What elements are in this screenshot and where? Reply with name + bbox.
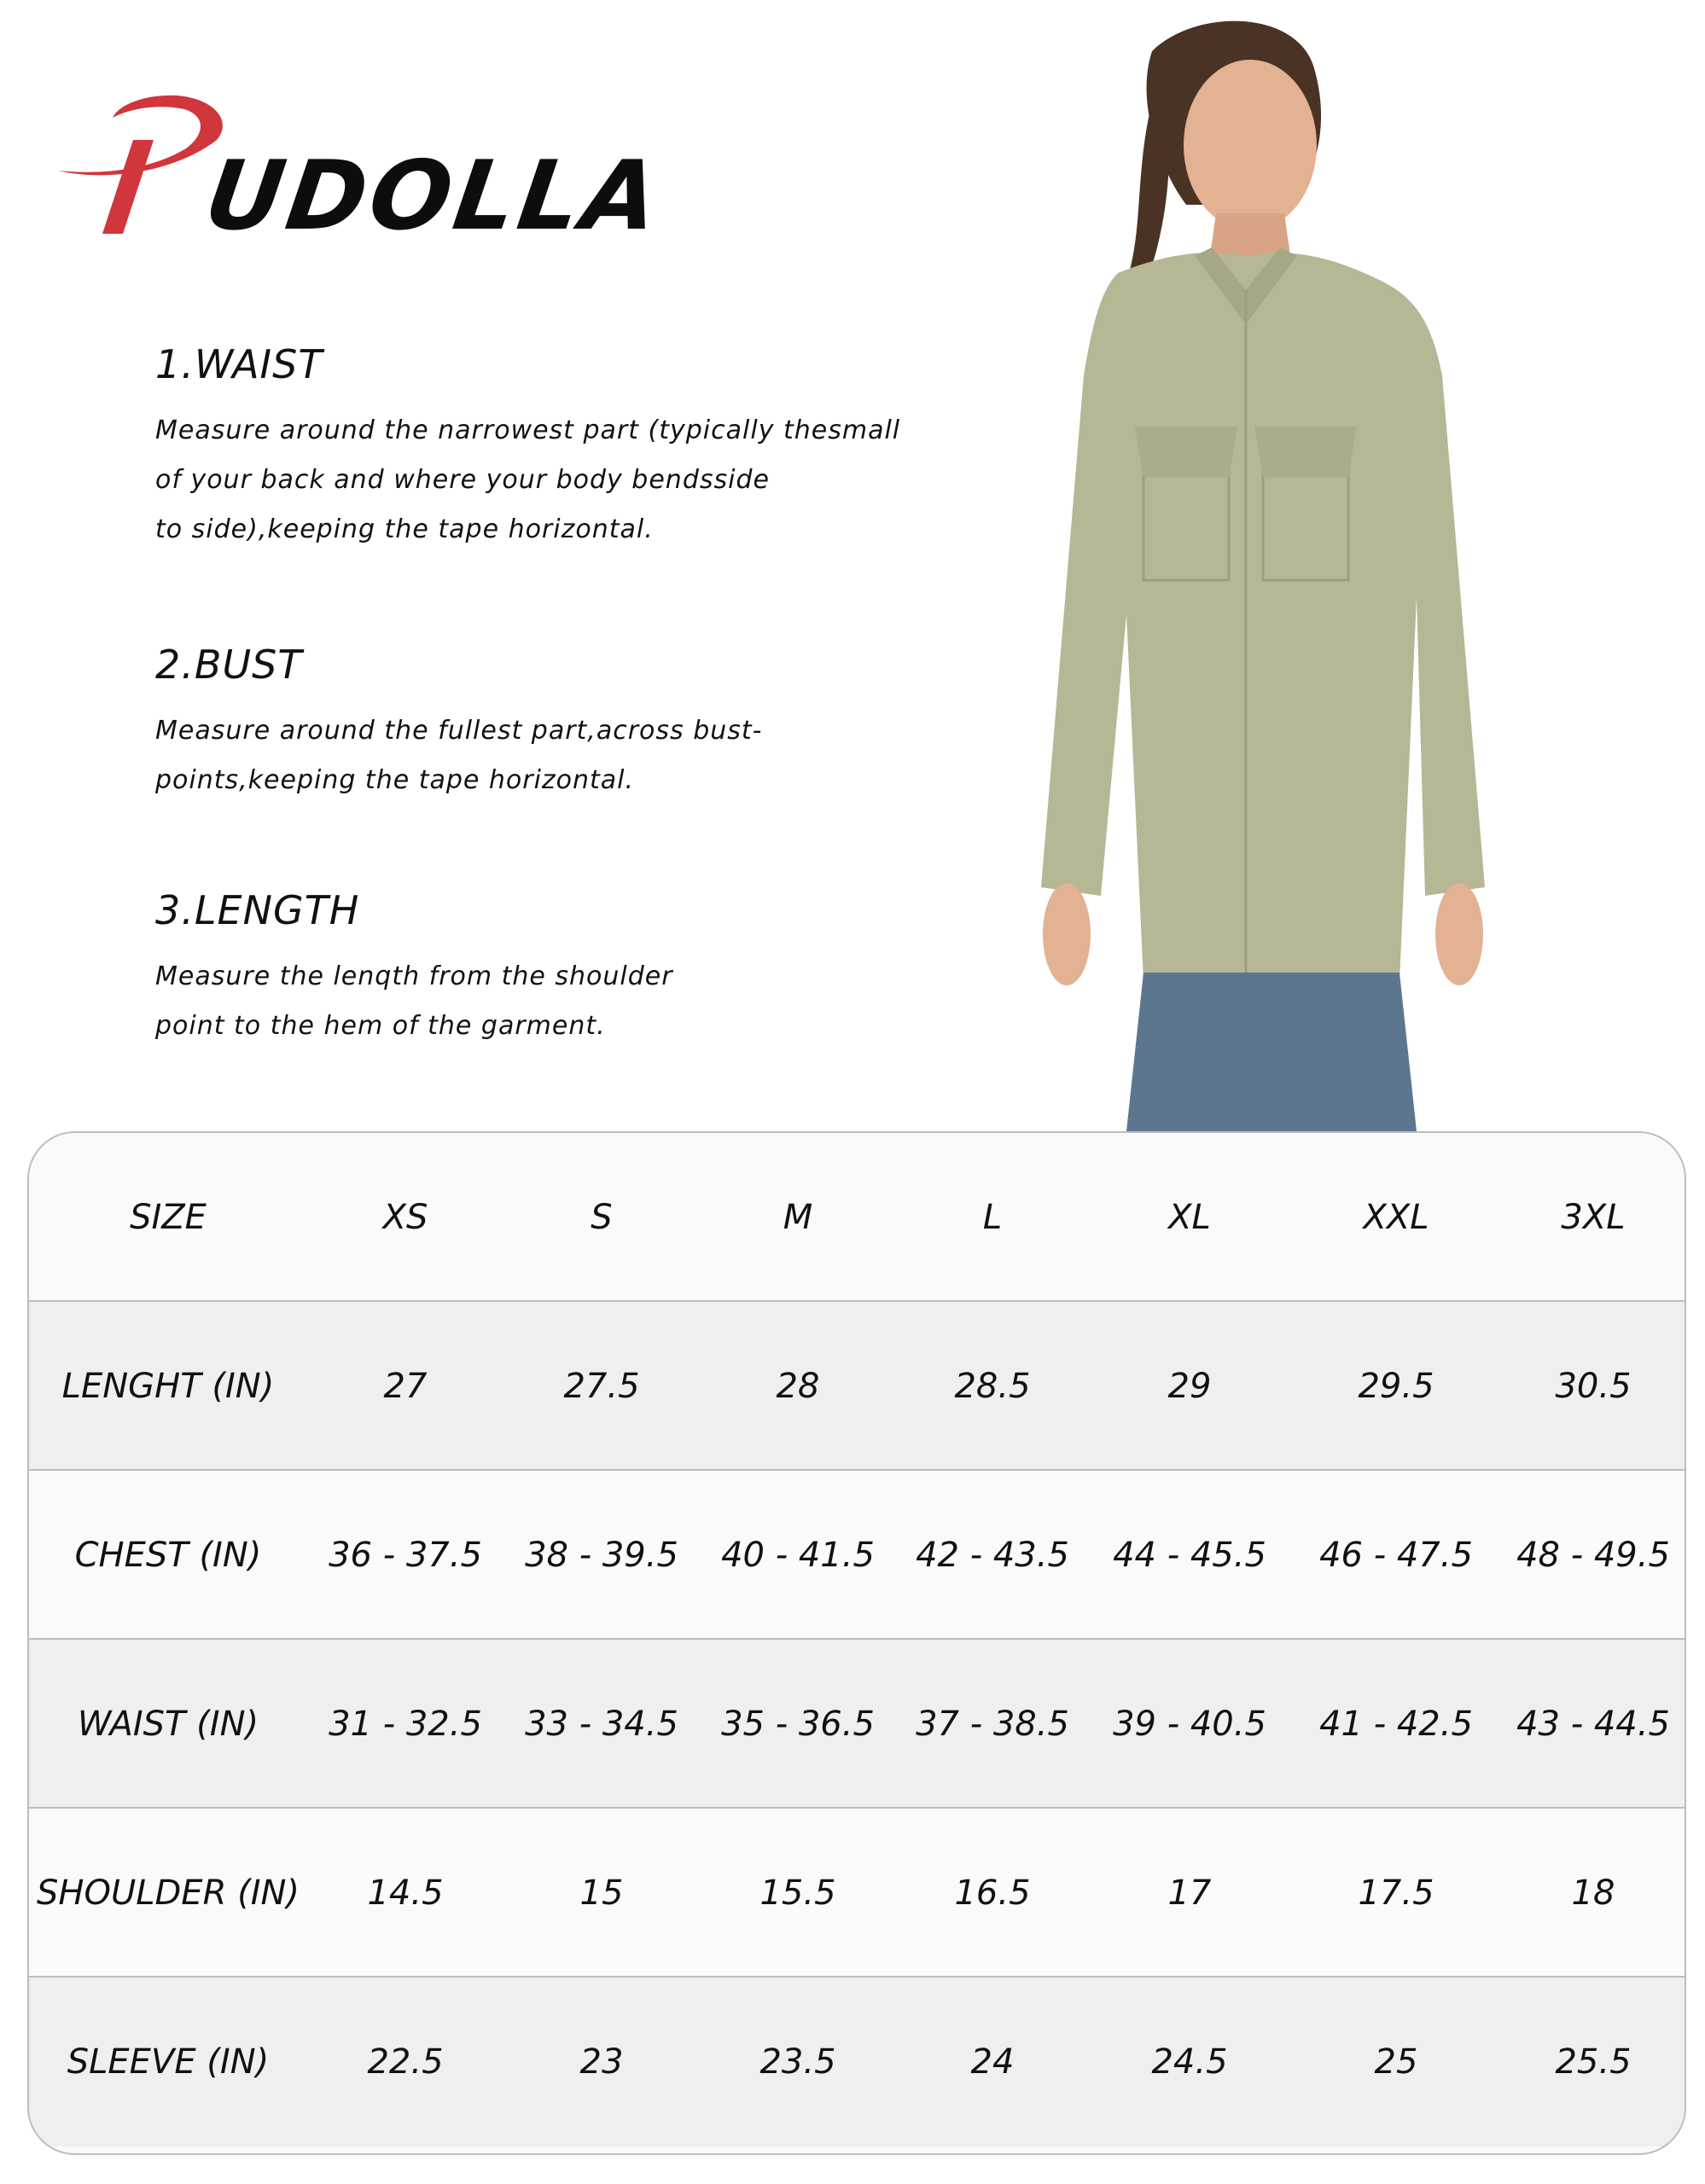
table-cell: 30.5 (1555, 1367, 1632, 1406)
table-cell: 23.5 (759, 2042, 836, 2082)
bust-section (155, 642, 762, 805)
table-cell: 18 (1571, 1873, 1615, 1913)
header-cell: M (783, 1198, 813, 1237)
table-cell: 27.5 (563, 1367, 640, 1406)
waist-line-1: Measure around the narrowest part (typically thesmall (155, 415, 901, 445)
table-row (29, 1640, 1685, 1809)
table-cell: 40 - 41.5 (721, 1536, 875, 1575)
header-cell: S (591, 1198, 613, 1237)
table-cell: 29 (1167, 1367, 1212, 1406)
table-cell: 25.5 (1555, 2042, 1632, 2082)
row-label: SHOULDER (IN) (36, 1873, 300, 1913)
table-cell: 46 - 47.5 (1319, 1536, 1473, 1575)
table-row (29, 1809, 1685, 1978)
table-header-row (29, 1133, 1685, 1302)
row-label: CHEST (IN) (74, 1536, 262, 1575)
waist-line-2: of your back and where your body bendsside (155, 465, 770, 495)
brand-name: UDOLLA (198, 141, 669, 252)
table-cell: 48 - 49.5 (1516, 1536, 1670, 1575)
table-cell: 36 - 37.5 (329, 1536, 482, 1575)
table-cell: 42 - 43.5 (916, 1536, 1069, 1575)
table-cell: 22.5 (367, 2042, 444, 2082)
table-cell: 17 (1167, 1873, 1212, 1913)
row-label: LENGHT (IN) (61, 1367, 275, 1406)
length-line-1: Measure the lenqth from the shoulder (155, 961, 673, 991)
table-cell: 15.5 (759, 1873, 836, 1913)
table-row (29, 1471, 1685, 1640)
header-cell: XS (382, 1198, 428, 1237)
table-cell: 33 - 34.5 (525, 1705, 678, 1744)
table-cell: 43 - 44.5 (1516, 1705, 1670, 1744)
table-cell: 28.5 (954, 1367, 1031, 1406)
table-cell: 24 (970, 2042, 1015, 2082)
table-row (29, 1302, 1685, 1471)
model-image (939, 0, 1519, 1131)
table-cell: 23 (579, 2042, 624, 2082)
row-label: SLEEVE (IN) (67, 2042, 270, 2082)
table-row (29, 1978, 1685, 2146)
size-chart-table (27, 1131, 1686, 2155)
header-cell: 3XL (1561, 1198, 1626, 1237)
row-label: WAIST (IN) (77, 1705, 259, 1744)
waist-section (155, 341, 900, 555)
table-cell: 27 (383, 1367, 428, 1406)
table-cell: 15 (579, 1873, 624, 1913)
table-cell: 44 - 45.5 (1113, 1536, 1266, 1575)
header-cell: L (982, 1198, 1003, 1237)
bust-line-2: points,keeping the tape horizontal. (155, 765, 635, 795)
table-cell: 38 - 39.5 (525, 1536, 678, 1575)
brand-logo (49, 89, 669, 252)
waist-title: 1.WAIST (155, 341, 323, 387)
table-cell: 16.5 (954, 1873, 1031, 1913)
table-cell: 17.5 (1358, 1873, 1434, 1913)
table-cell: 29.5 (1358, 1367, 1434, 1406)
waist-line-3: to side),keeping the tape horizontal. (155, 514, 654, 544)
table-cell: 41 - 42.5 (1319, 1705, 1473, 1744)
bust-title: 2.BUST (155, 642, 303, 688)
table-cell: 25 (1374, 2042, 1418, 2082)
table-cell: 39 - 40.5 (1113, 1705, 1266, 1744)
header-cell: SIZE (130, 1198, 207, 1237)
length-title: 3.LENGTH (155, 887, 360, 933)
length-line-2: point to the hem of the garment. (155, 1011, 606, 1041)
table-cell: 35 - 36.5 (721, 1705, 875, 1744)
table-cell: 31 - 32.5 (329, 1705, 482, 1744)
header-cell: XL (1168, 1198, 1211, 1237)
table-cell: 28 (776, 1367, 820, 1406)
length-section (155, 887, 673, 1051)
header-cell: XXL (1363, 1198, 1429, 1237)
table-cell: 14.5 (367, 1873, 444, 1913)
bust-line-1: Measure around the fullest part,across bust- (155, 716, 763, 746)
table-cell: 37 - 38.5 (916, 1705, 1069, 1744)
table-cell: 24.5 (1151, 2042, 1228, 2082)
